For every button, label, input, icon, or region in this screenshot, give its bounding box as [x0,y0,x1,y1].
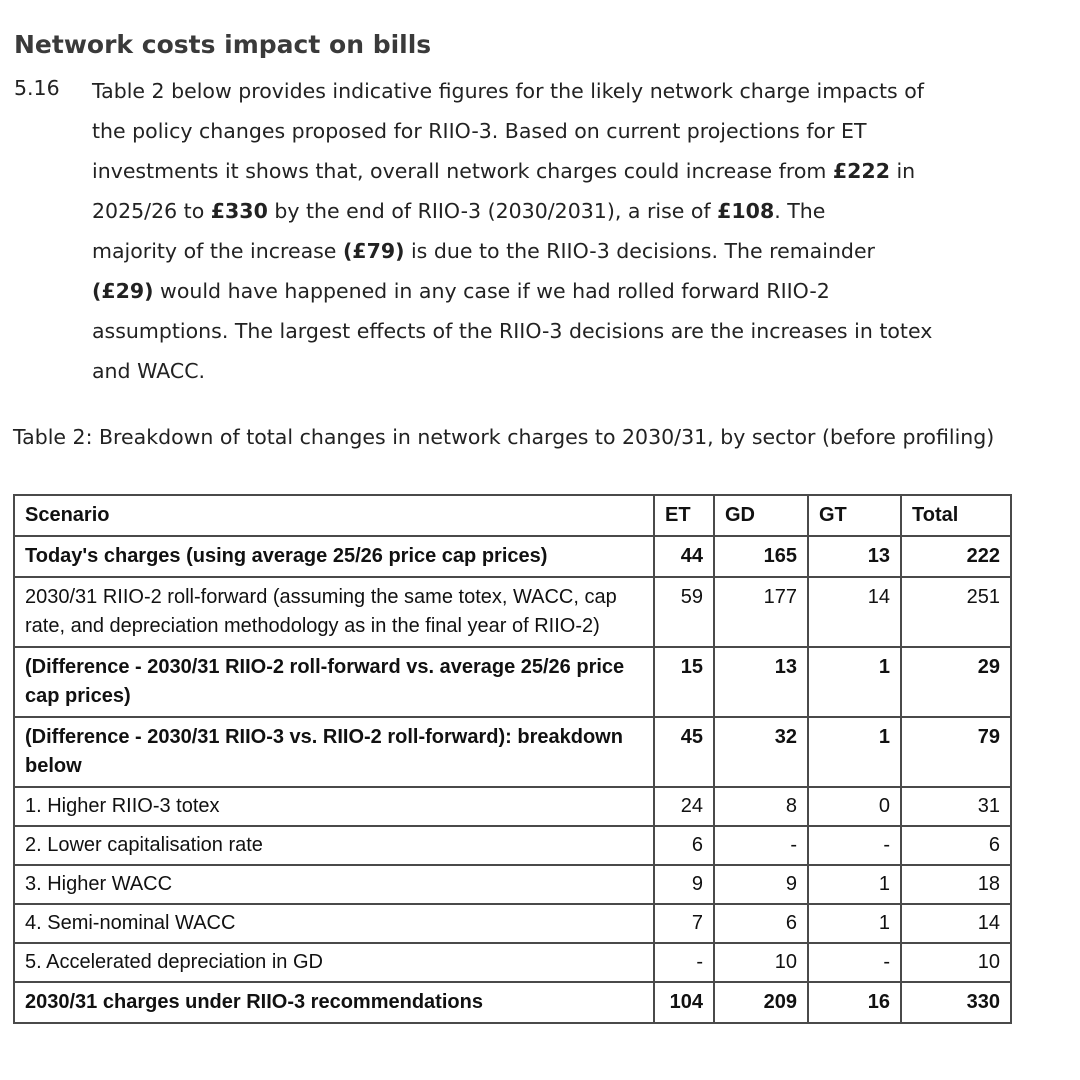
table-header-row [14,495,1011,536]
bold-figure: (£29) [92,279,154,303]
cell-gt: - [808,826,901,865]
cell-gd: 177 [714,577,808,647]
cell-et: 9 [654,865,714,904]
cell-et: 44 [654,536,714,577]
cell-gt: 1 [808,865,901,904]
paragraph-text: 2025/26 to [92,199,211,223]
cell-gd: 8 [714,787,808,826]
cell-scenario: 1. Higher RIIO-3 totex [14,787,654,826]
header-scenario: Scenario [14,495,654,536]
paragraph-line [92,271,1052,311]
paragraph-text: by the end of RIIO-3 (2030/2031), a rise of [267,199,718,223]
cell-total: 251 [901,577,1011,647]
paragraph-text: the policy changes proposed for RIIO-3. Based on current projections for ET [92,119,867,143]
bold-figure: (£79) [342,239,405,263]
table-row [14,826,1011,865]
network-charges-table [13,494,1012,1024]
paragraph-text: Table 2 below provides indicative figures for the likely network charge impacts of [92,79,925,103]
cell-scenario: 2030/31 charges under RIIO-3 recommendations [14,982,654,1023]
cell-gd: 6 [714,904,808,943]
paragraph-line [92,191,1052,231]
cell-gt: 14 [808,577,901,647]
paragraph-body [92,71,1052,391]
cell-total: 79 [901,717,1011,787]
table-caption: Table 2: Breakdown of total changes in network charges to 2030/31, by sector (before profiling) [13,425,995,449]
cell-gt: 1 [808,647,901,717]
cell-total: 14 [901,904,1011,943]
paragraph-line [92,111,1052,151]
paragraph-line [92,151,1052,191]
cell-total: 222 [901,536,1011,577]
paragraph-line [92,311,1052,351]
cell-gd: - [714,826,808,865]
cell-et: 7 [654,904,714,943]
cell-gt: 0 [808,787,901,826]
cell-scenario: 5. Accelerated depreciation in GD [14,943,654,982]
cut-off-previous-line [14,0,614,4]
bold-figure: £222 [832,159,890,183]
bold-figure: £330 [210,199,268,223]
header-total: Total [901,495,1011,536]
paragraph-line [92,71,1052,111]
cell-et: 59 [654,577,714,647]
cell-gd: 13 [714,647,808,717]
cell-et: 45 [654,717,714,787]
table-row [14,536,1011,577]
header-gt: GT [808,495,901,536]
cell-scenario: 2. Lower capitalisation rate [14,826,654,865]
cell-total: 10 [901,943,1011,982]
section-heading: Network costs impact on bills [14,30,432,59]
cell-gt: 13 [808,536,901,577]
cell-total: 6 [901,826,1011,865]
cell-total: 18 [901,865,1011,904]
bold-figure: £108 [717,199,775,223]
cell-gd: 9 [714,865,808,904]
cell-et: - [654,943,714,982]
cell-gd: 10 [714,943,808,982]
cell-total: 31 [901,787,1011,826]
cell-et: 15 [654,647,714,717]
table-row [14,982,1011,1023]
cell-scenario: (Difference - 2030/31 RIIO-2 roll-forward vs. average 25/26 price cap prices) [14,647,654,717]
paragraph-number: 5.16 [14,76,60,100]
cell-gt: 1 [808,717,901,787]
cell-scenario: (Difference - 2030/31 RIIO-3 vs. RIIO-2 roll-forward): breakdown below [14,717,654,787]
table-row [14,717,1011,787]
paragraph-text: is due to the RIIO-3 decisions. The remainder [404,239,875,263]
cell-gd: 165 [714,536,808,577]
cell-et: 6 [654,826,714,865]
cell-scenario: 4. Semi-nominal WACC [14,904,654,943]
table-row [14,904,1011,943]
header-gd: GD [714,495,808,536]
table-row [14,577,1011,647]
cell-scenario: 3. Higher WACC [14,865,654,904]
cell-total: 29 [901,647,1011,717]
table-row [14,865,1011,904]
cell-scenario: 2030/31 RIIO-2 roll-forward (assuming the same totex, WACC, cap rate, and depreciation methodology as in the final year of RIIO-2) [14,577,654,647]
paragraph-text: assumptions. The largest effects of the RIIO-3 decisions are the increases in totex [92,319,933,343]
cell-gt: 16 [808,982,901,1023]
paragraph-text: and WACC. [92,359,206,383]
paragraph-text: would have happened in any case if we had rolled forward RIIO-2 [153,279,830,303]
paragraph-line [92,231,1052,271]
paragraph-text: majority of the increase [92,239,343,263]
paragraph-text: investments it shows that, overall network charges could increase from [92,159,833,183]
cell-gt: 1 [808,904,901,943]
cell-scenario: Today's charges (using average 25/26 price cap prices) [14,536,654,577]
cell-total: 330 [901,982,1011,1023]
paragraph-text: in [889,159,916,183]
paragraph-line [92,351,1052,391]
cell-gd: 209 [714,982,808,1023]
table-row [14,943,1011,982]
paragraph-text: . The [774,199,826,223]
cell-gd: 32 [714,717,808,787]
table-row [14,787,1011,826]
cell-et: 104 [654,982,714,1023]
header-et: ET [654,495,714,536]
cell-et: 24 [654,787,714,826]
table-row [14,647,1011,717]
cell-gt: - [808,943,901,982]
